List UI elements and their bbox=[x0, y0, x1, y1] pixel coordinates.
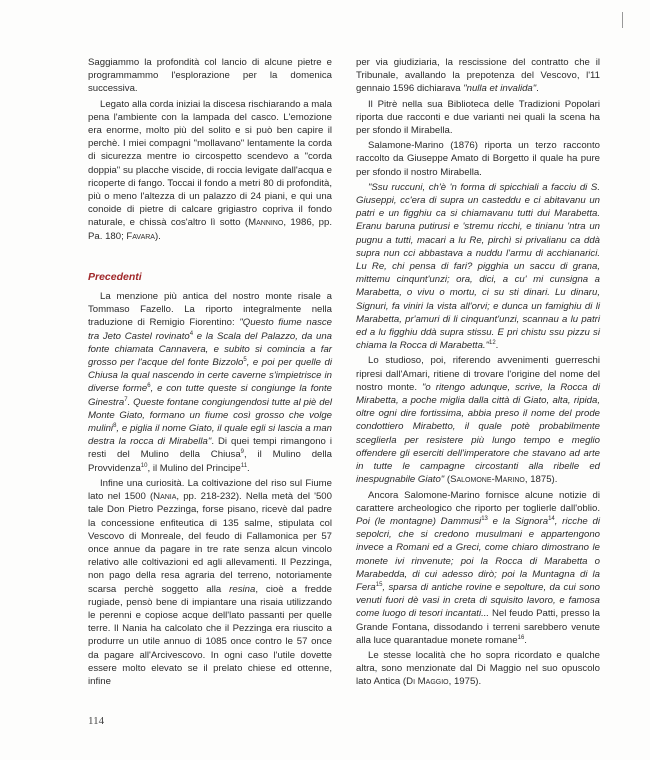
paragraph: per via giudiziaria, la rescissione del contratto che il Tribunale, avallando la prepotenza del Vescovo, l'11 gennaio 1596 dichiarava "nulla et invalida". bbox=[356, 57, 600, 95]
paragraph: Le stesse località che ho sopra ricordato e qualche altra, sono menzionate dal Di Maggio nel suo opuscolo lato Antica (Di Maggio, 1975). bbox=[356, 649, 600, 688]
paragraph: La menzione più antica del nostro monte risale a Tommaso Fazello. La riporto integralmente nella traduzione di Remigio Fiorentino: "Questo fiume nasce tra Jeto Castel rovinato$^4$ e la Scala del Palazzo, da una fonte chiamata Cannavera, e subito si comincia a far grosso per l'acque del fonte Bizzolo$^5$, e poi per quelle di Chiusa la qual nascendo in certe caverne s'impietrisce in diverse forme$^6$, e con tutte queste si congiunge la fonte Ginestra$^7$. Queste fontane congiungendosi tutte al piè del Monte Giato, formano un fiume così grosso che volge mulini$^8$, e piglia il nome Giato, il quale egli si lascia a man destra la rocca di Mirabella". Di quei tempi rimangono i resti del Mulino della Chiusa$^9$, il Mulino della Provvidenza$^{10}$, il Mulino del Principe$^{11}$. bbox=[88, 291, 332, 474]
right-column bbox=[356, 56, 600, 691]
paragraph: Ancora Salomone-Marino fornisce alcune notizie di carattere archeologico che riporto per toglierle dall'oblio. Poi (le montagne) Dammusi$^{13}$ e la Signora$^{14}$, ricche di sepolcri, che si credono musulmani e appartengono invece a Romani ed a Greci, come chiaro dimostrano le monete ivi rinvenute; poi la Rocca di Marabetta o Marabedda, di cui adesso dirò; poi la Muntagna di la Fera$^{15}$, sparsa di antiche rovine e sepolture, da cui sono venuti fuori dè vasi in creta di squisito lavoro, e famosa come luogo di tesori incantati... Nel feudo Patti, presso la Grande Fontana, dissodando i terreni sarebbero venute alla luce quarantadue monete romane$^{16}$. bbox=[356, 489, 600, 646]
paragraph: Lo studioso, poi, riferendo avvenimenti guerreschi ripresi dall'Amari, ritiene di trovare l'origine del nome del nostro monte. "o ritengo adunque, scrive, la Rocca di Mirabetta, a poche miglia dalla città di Giato, alta, ripida, oltre ogni dire fortissima, abbia preso il nome del prode condottiero Mirabetto, il quale potè probabilmente sceglierla per resistere più lungo tempo e meglio offendere gli eserciti dell'imperatore che stavano ad arte in tutte le campagne circostanti alla ribelle ed inespugnabile Giato" (Salomone-Marino, 1875). bbox=[356, 355, 600, 486]
paragraph: Il Pitrè nella sua Biblioteca delle Tradizioni Popolari riporta due racconti e due varianti nei quali la scena ha per sfondo il Mirabella. bbox=[356, 98, 600, 137]
section-heading: Precedenti bbox=[88, 270, 142, 283]
crop-mark bbox=[622, 12, 623, 28]
paragraph: Infine una curiosità. La coltivazione del riso sul Fiume lato nel 1500 (Nania, pp. 218-232). Nella metà del '500 tale Don Pietro Pezzinga, forse pisano, ricevè dal padre la concessione enfiteutica di 135 salme, stipulata col Vescovo di Monreale, del feudo di Fallamonica per 57 once annue da pagare in tre rate senza alcun vincolo relativo alle coltivazioni ed agli allevamenti. Il Pezzinga, non pago della resa agraria del terreno, notoriamente scarsa perchè soggetto alla resina, cioè a fredde rugiade, pensò bene di impiantare una risaia utilizzando le perenni e copiose acque dell'lato passanti per quelle terre. Il Nania ha calcolato che il Pezzinga era riuscito a produrre un utile annuo di 1085 once contro le 57 once da pagare all'Arcivescovo. In ogni caso l'utile dovette essere molto elevato se il prelato chiese ed ottenne, infine bbox=[88, 477, 332, 687]
paragraph: Saggiammo la profondità col lancio di alcune pietre e programmammo l'esplorazione per la domenica successiva. bbox=[88, 57, 332, 95]
dialect-quote: "Ssu ruccuni, ch'è 'n forma di spicchiali a facciu di S. Giuseppi, cc'era di supra un casteddu e ci abitavanu un patri e un figghiu ca si chiamavanu tutti dui Marabetta. Eranu baruna putirusi e 'stremu ricchi, e tinianu 'ntra un pugnu a tutti, macari a lu Re, pirchì si privalianu ca ddà supra nun cci abbastava a nuddu l'armu di acchianarici. Lu Re, chi pensa di fari? pigghia un saccu di grana, mittemu cinqunt'unzi; ora, dici, a cu' mi cunsigna a Marabetta, o vivu o mortu, ci su sti dinari. Lu dinaru, Signuri, fa viniri la vista all'orvi; e dunca un famighiu di li Marabetta, pr'amuri di li cinquant'unzi, scannau a lu patri ed a lu figghiu ddà supra stissu. E pri chistu ssu pizzu si chiama la Rocca di Marabetta."$^{12}$. bbox=[356, 181, 600, 352]
left-column bbox=[88, 56, 332, 690]
paragraph: Legato alla corda iniziai la discesa rischiarando a mala pena l'ambiente con la lampada del casco. L'emozione era enorme, molto più del solito e si può ben capire il perchè. I miei compagni "mollavano" lentamente la corda di sicurezza mentre io circospetto scendevo a "corda doppia" su placche viscide, di roccia levigate dall'acqua e ricoperte di fango. Toccai il fondo a metri 80 di profondità, più o meno l'altezza di un palazzo di 24 piani, e qui una conoide di pietre di calcare grigiastro copriva il fondo naturale, e chissà cos'altro lì sotto (Mannino, 1986, pp. Pa. 180; Favara). bbox=[88, 98, 332, 242]
paragraph: Salamone-Marino (1876) riporta un terzo racconto raccolto da Giuseppe Amato di Borgetto il quale ha pure per sfondo il nostro Mirabella. bbox=[356, 140, 600, 178]
page-number: 114 bbox=[88, 715, 105, 727]
